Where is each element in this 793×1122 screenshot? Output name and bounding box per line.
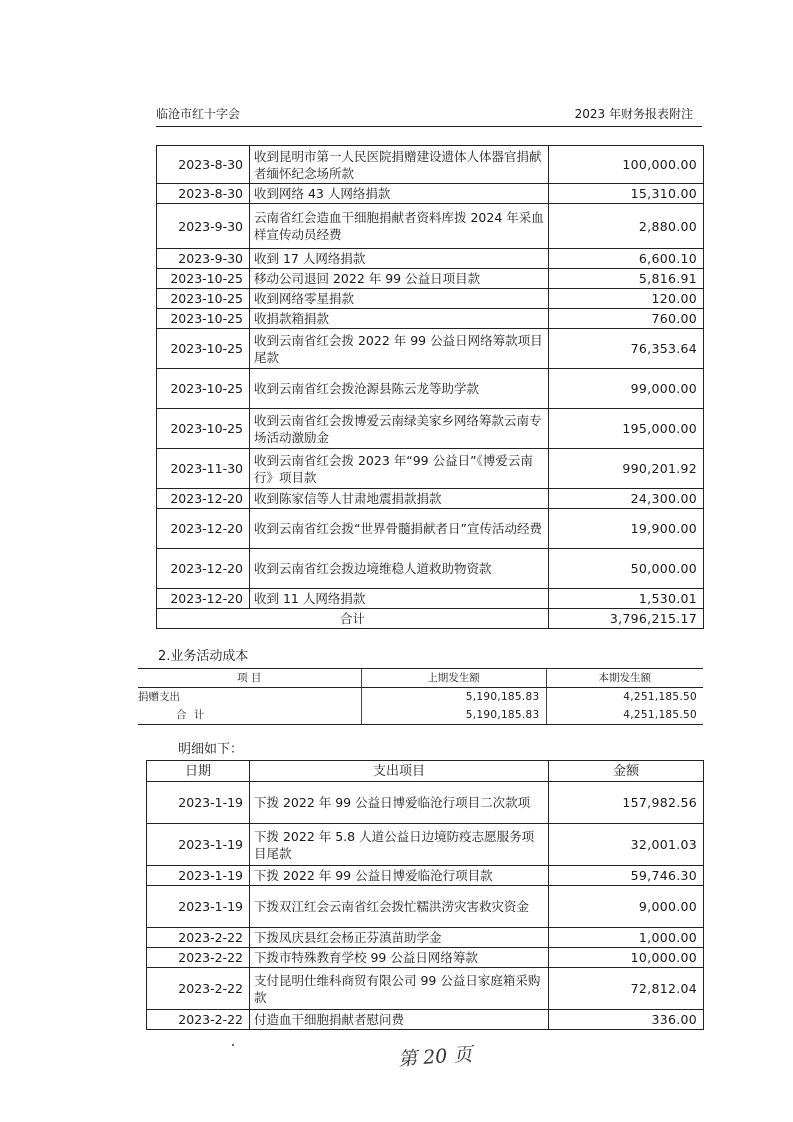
table-row xyxy=(147,948,704,968)
table-row xyxy=(157,509,704,549)
row-amount: 990,201.92 xyxy=(549,449,704,489)
expense-detail-table xyxy=(146,760,704,1030)
row-amount: 6,600.10 xyxy=(549,249,704,269)
row-amount: 72,812.04 xyxy=(549,968,704,1010)
row-date: 2023-12-20 xyxy=(157,589,250,609)
row-description: 下拨 2022 年 5.8 人道公益日边境防疫志愿服务项目尾款 xyxy=(250,824,549,866)
row-amount: 76,353.64 xyxy=(549,329,704,369)
col-header-item: 支出项目 xyxy=(250,761,549,782)
table-row xyxy=(157,449,704,489)
table-row xyxy=(147,782,704,824)
table-row xyxy=(157,329,704,369)
row-date: 2023-12-20 xyxy=(157,489,250,509)
header-rule xyxy=(156,126,702,127)
row-date: 2023-12-20 xyxy=(157,509,250,549)
col-header-curr: 本期发生额 xyxy=(546,669,703,688)
row-date: 2023-1-19 xyxy=(147,782,250,824)
row-description: 收到昆明市第一人民医院捐赠建设遗体人体器官捐献者缅怀纪念场所款 xyxy=(250,146,549,184)
row-amount: 24,300.00 xyxy=(549,489,704,509)
table-row xyxy=(157,489,704,509)
col-header-item: 项 目 xyxy=(138,669,361,688)
table-row xyxy=(157,249,704,269)
row-description: 下拨 2022 年 99 公益日博爱临沧行项目款 xyxy=(250,866,549,886)
table-row xyxy=(147,824,704,866)
total-label: 合计 xyxy=(157,609,549,629)
business-cost-table xyxy=(138,668,703,725)
row-date: 2023-10-25 xyxy=(157,409,250,449)
row-date: 2023-9-30 xyxy=(157,249,250,269)
row-description: 支付昆明仕维科商贸有限公司 99 公益日家庭箱采购款 xyxy=(250,968,549,1010)
table-row xyxy=(147,968,704,1010)
row-description: 下拨双江红会云南省红会拨忙糯洪涝灾害救灾资金 xyxy=(250,886,549,928)
row-amount: 120.00 xyxy=(549,289,704,309)
table-row xyxy=(157,369,704,409)
table-row xyxy=(147,928,704,948)
header-report-title: 2023 年财务报表附注 xyxy=(574,107,693,121)
income-detail-table xyxy=(156,145,704,629)
header-row xyxy=(147,761,704,782)
table-row xyxy=(157,146,704,184)
row-description: 收到云南省红会拨“世界骨髓捐献者日”宣传活动经费 xyxy=(250,509,549,549)
table-row xyxy=(157,309,704,329)
row-description: 收到云南省红会拨 2023 年“99 公益日”《博爱云南行》项目款 xyxy=(250,449,549,489)
row-amount: 336.00 xyxy=(549,1010,704,1030)
row-description: 付造血干细胞捐献者慰问费 xyxy=(250,1010,549,1030)
row-date: 2023-1-19 xyxy=(147,824,250,866)
row-date: 2023-10-25 xyxy=(157,269,250,289)
row-date: 2023-2-22 xyxy=(147,968,250,1010)
detail-label: 明细如下： xyxy=(178,742,244,757)
row-date: 2023-8-30 xyxy=(157,184,250,204)
row-description: 移动公司退回 2022 年 99 公益日项目款 xyxy=(250,269,549,289)
row-description: 收到云南省红会拨沧源县陈云龙等助学款 xyxy=(250,369,549,409)
row-amount: 32,001.03 xyxy=(549,824,704,866)
table-row xyxy=(157,549,704,589)
row-description: 下拨 2022 年 99 公益日博爱临沧行项目二次款项 xyxy=(250,782,549,824)
row-date: 2023-2-22 xyxy=(147,928,250,948)
table-row xyxy=(157,289,704,309)
table-row xyxy=(147,1010,704,1030)
row-date: 2023-10-25 xyxy=(157,289,250,309)
row-date: 2023-10-25 xyxy=(157,369,250,409)
handwritten-page-number: 第 20 页 xyxy=(397,1043,474,1071)
table-row xyxy=(157,269,704,289)
row-description: 收到云南省红会拨 2022 年 99 公益日网络筹款项目尾款 xyxy=(250,329,549,369)
row-amount: 100,000.00 xyxy=(549,146,704,184)
row-amount: 59,746.30 xyxy=(549,866,704,886)
row-amount: 15,310.00 xyxy=(549,184,704,204)
table-row xyxy=(147,866,704,886)
row-amount: 1,530.01 xyxy=(549,589,704,609)
table-row xyxy=(157,184,704,204)
total-curr: 4,251,185.50 xyxy=(546,706,703,725)
row-amount: 19,900.00 xyxy=(549,509,704,549)
table-row xyxy=(147,886,704,928)
col-header-amount: 金额 xyxy=(549,761,704,782)
row-date: 2023-2-22 xyxy=(147,1010,250,1030)
table-row xyxy=(157,204,704,249)
row-description: 收捐款箱捐款 xyxy=(250,309,549,329)
table-row xyxy=(157,589,704,609)
row-amount: 9,000.00 xyxy=(549,886,704,928)
section-title: 2.业务活动成本 xyxy=(158,649,249,664)
row-date: 2023-1-19 xyxy=(147,866,250,886)
row-description: 下拨凤庆县红会杨正芬滇苗助学金 xyxy=(250,928,549,948)
row-description: 下拨市特殊教育学校 99 公益日网络筹款 xyxy=(250,948,549,968)
row-item: 捐赠支出 xyxy=(138,691,180,703)
row-description: 收到云南省红会拨边境维稳人道救助物资款 xyxy=(250,549,549,589)
row-date: 2023-10-25 xyxy=(157,309,250,329)
total-row xyxy=(138,706,703,725)
row-description: 收到 11 人网络捐款 xyxy=(250,589,549,609)
col-header-prev: 上期发生额 xyxy=(361,669,546,688)
table-row xyxy=(138,688,703,707)
row-amount: 1,000.00 xyxy=(549,928,704,948)
header-row xyxy=(138,669,703,688)
row-curr: 4,251,185.50 xyxy=(546,688,703,707)
row-description: 收到 17 人网络捐款 xyxy=(250,249,549,269)
row-amount: 99,000.00 xyxy=(549,369,704,409)
total-amount: 3,796,215.17 xyxy=(549,609,704,629)
row-amount: 50,000.00 xyxy=(549,549,704,589)
scan-speck xyxy=(232,1044,234,1046)
row-prev: 5,190,185.83 xyxy=(361,688,546,707)
row-amount: 760.00 xyxy=(549,309,704,329)
row-date: 2023-11-30 xyxy=(157,449,250,489)
row-date: 2023-2-22 xyxy=(147,948,250,968)
row-date: 2023-9-30 xyxy=(157,204,250,249)
row-description: 收到云南省红会拨博爱云南绿美家乡网络筹款云南专场活动激励金 xyxy=(250,409,549,449)
row-description: 收到网络零星捐款 xyxy=(250,289,549,309)
row-date: 2023-12-20 xyxy=(157,549,250,589)
row-amount: 195,000.00 xyxy=(549,409,704,449)
total-prev: 5,190,185.83 xyxy=(361,706,546,725)
row-amount: 157,982.56 xyxy=(549,782,704,824)
header-organization: 临沧市红十字会 xyxy=(156,107,241,121)
row-date: 2023-10-25 xyxy=(157,329,250,369)
row-amount: 2,880.00 xyxy=(549,204,704,249)
row-amount: 10,000.00 xyxy=(549,948,704,968)
row-description: 收到网络 43 人网络捐款 xyxy=(250,184,549,204)
table-row xyxy=(157,409,704,449)
row-description: 云南省红会造血干细胞捐献者资料库拨 2024 年采血样宣传动员经费 xyxy=(250,204,549,249)
row-date: 2023-8-30 xyxy=(157,146,250,184)
col-header-date: 日期 xyxy=(147,761,250,782)
row-amount: 5,816.91 xyxy=(549,269,704,289)
total-row xyxy=(157,609,704,629)
row-date: 2023-1-19 xyxy=(147,886,250,928)
row-description: 收到陈家信等人甘肃地震捐款捐款 xyxy=(250,489,549,509)
total-label: 合 计 xyxy=(138,706,361,725)
